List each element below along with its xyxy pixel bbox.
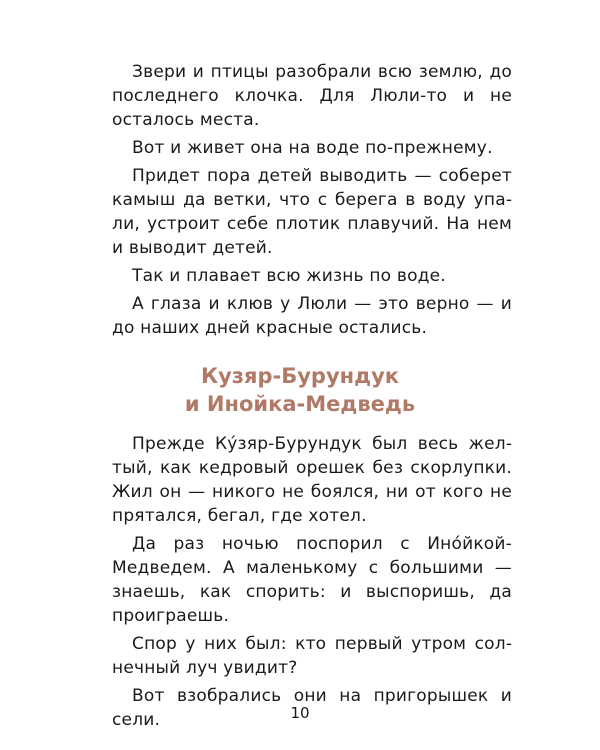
paragraph: Так и плавает всю жизнь по воде. (132, 266, 446, 286)
story-ending-text (112, 60, 512, 344)
chapter-title (0, 362, 600, 418)
paragraph: Спор у них был: кто первый утром солнечный луч увидит? (112, 634, 512, 678)
page-number: 10 (290, 704, 310, 722)
paragraph: Да раз ночью поспорил с Ино́йкой-Медведем. А маленькому с большими — знаешь, как спорить: и выспоришь, да проиграешь. (112, 534, 512, 626)
chapter-title-line-2: и Инойка-Медведь (184, 392, 416, 416)
paragraph: А глаза и клюв у Люли — это верно — и до наших дней красные остались. (112, 294, 512, 338)
paragraph: Звери и птицы разобрали всю землю, до последнего клочка. Для Люли-то и не осталось места. (112, 62, 512, 130)
paragraph: Вот взобрались они на пригорышек и сели. (112, 686, 512, 730)
paragraph: Прежде Ку́зяр-Бурундук был весь желтый, как кедровый орешек без скорлупки. Жил он — никого не боялся, ни от кого не прятался, бегал, где хотел. (112, 434, 512, 526)
paragraph: Придет пора детей выводить — соберет камыш да ветки, что с берега в воду упали, устроит себе плотик плавучий. На нем и выводит детей. (112, 166, 512, 258)
chapter-body-text (112, 432, 512, 736)
chapter-title-line-1: Кузяр-Бурундук (200, 364, 400, 388)
paragraph: Вот и живет она на воде по-прежнему. (132, 138, 493, 158)
